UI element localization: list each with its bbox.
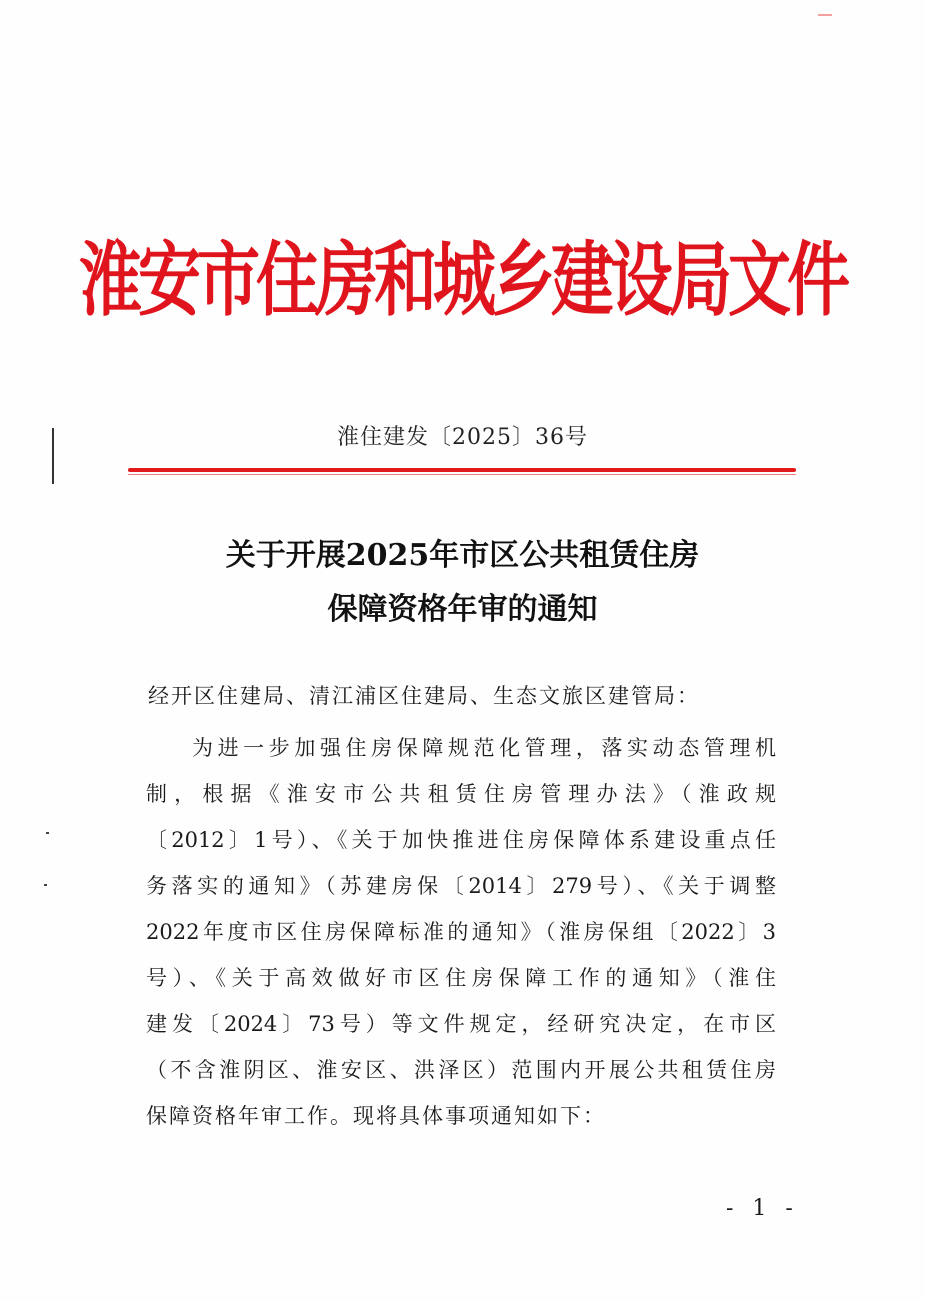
document-title-line-2: 保障资格年审的通知 [327,592,598,627]
scan-artifact-dot [46,832,49,834]
body-line: 务落实的通知》（苏建房保〔2014〕279号）、《关于调整 [146,874,776,898]
body-line: 制，根据《淮安市公共租赁住房管理办法》（淮政规 [146,782,776,806]
salutation: 经开区住建局、清江浦区住建局、生态文旅区建管局： [148,684,700,708]
body-line: 建发〔2024〕73号）等文件规定，经研究决定，在市区 [146,1012,776,1036]
body-line: 2022年度市区住房保障标准的通知》（淮房保组〔2022〕3 [146,920,776,944]
body-line: 〔2012〕1号）、《关于加快推进住房保障体系建设重点任 [146,828,776,852]
red-separator-rule [128,468,796,472]
scan-artifact-dot [44,884,47,886]
document-number: 淮住建发〔2025〕36号 [337,425,588,450]
scan-artifact-mark [818,14,832,16]
body-line: 为进一步加强住房保障规范化管理，落实动态管理机 [192,736,776,760]
body-line: 保障资格年审工作。现将具体事项通知如下： [146,1104,606,1128]
body-line: （不含淮阴区、淮安区、洪泽区）范围内开展公共租赁住房 [146,1058,776,1082]
document-masthead: 淮安市住房和城乡建设局文件 [79,233,846,328]
red-separator-rule-thin [128,474,796,475]
document-title-line-1: 关于开展2025年市区公共租赁住房 [225,538,700,573]
body-line: 号）、《关于高效做好市区住房保障工作的通知》（淮住 [146,966,776,990]
page-number: - 1 - [726,1196,799,1221]
